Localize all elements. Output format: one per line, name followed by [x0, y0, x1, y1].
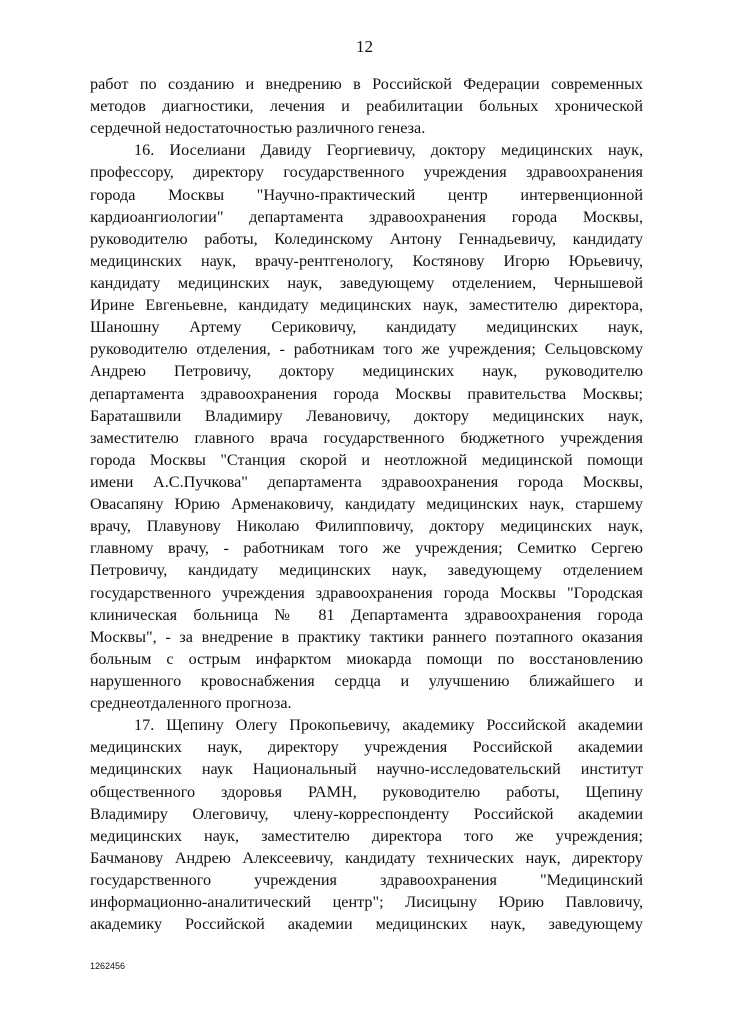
text-line: больным с острым инфарктом миокарда помощи по восстановлению: [90, 649, 643, 668]
text-line: нарушенного кровоснабжения сердца и улучшению ближайшего и: [90, 671, 643, 690]
text-line: общественного здоровья РАМН, руководителю работы, Щепину: [90, 782, 643, 801]
text-line: 17. Щепину Олегу Прокопьевичу, академику Российской академии: [134, 716, 643, 735]
text-line: врачу, Плавунову Николаю Филипповичу, доктору медицинских наук,: [90, 517, 643, 536]
text-line: кардиоангиологии" департамента здравоохранения города Москвы,: [90, 207, 643, 226]
text-line: Бачманову Андрею Алексеевичу, кандидату технических наук, директору: [90, 848, 643, 867]
text-line: имени А.С.Пучкова" департамента здравоохранения города Москвы,: [90, 472, 643, 491]
text-line: руководителю работы, Колединскому Антону Геннадьевичу, кандидату: [90, 229, 643, 248]
text-line: медицинских наук, заместителю директора того же учреждения;: [90, 826, 643, 845]
text-line: Петровичу, кандидату медицинских наук, заведующему отделением: [90, 561, 643, 580]
text-line: медицинских наук Национальный научно-исследовательский институт: [90, 760, 643, 779]
text-line: заместителю главного врача государственного бюджетного учреждения: [90, 428, 643, 447]
text-line: руководителю отделения, - работникам того же учреждения; Сельцовскому: [90, 340, 643, 359]
text-line: Шаношну Артему Сериковичу, кандидату медицинских наук,: [90, 318, 643, 337]
document-body: [90, 73, 643, 935]
text-line: Москвы", - за внедрение в практику тактики раннего поэтапного оказания: [90, 627, 643, 646]
text-line: 16. Иоселиани Давиду Георгиевичу, доктору медицинских наук,: [134, 141, 643, 160]
paragraph: [90, 139, 643, 714]
text-line: государственного учреждения здравоохранения "Медицинский: [90, 870, 643, 889]
text-line: медицинских наук, врачу-рентгенологу, Костянову Игорю Юрьевичу,: [90, 251, 643, 270]
text-line: клиническая больница № 81 Департамента здравоохранения города: [90, 605, 643, 624]
text-line: Владимиру Олеговичу, члену-корреспонденту Российской академии: [90, 804, 643, 823]
text-line: Андрею Петровичу, доктору медицинских наук, руководителю: [90, 362, 643, 381]
text-line: города Москвы "Научно-практический центр интервенционной: [90, 185, 643, 204]
text-line: медицинских наук, директору учреждения Российской академии: [90, 738, 643, 757]
text-line: профессору, директору государственного учреждения здравоохранения: [90, 163, 643, 182]
text-line: Овасапяну Юрию Арменаковичу, кандидату медицинских наук, старшему: [90, 495, 643, 514]
page-number: 12: [356, 37, 373, 56]
text-line: методов диагностики, лечения и реабилитации больных хронической: [90, 97, 643, 116]
paragraph: [90, 714, 643, 935]
paragraph: [90, 73, 643, 139]
text-line: государственного учреждения здравоохранения города Москвы "Городская: [90, 583, 643, 602]
document-id: 1262456: [90, 961, 126, 971]
text-line: Ирине Евгеньевне, кандидату медицинских наук, заместителю директора,: [90, 296, 643, 315]
text-line: сердечной недостаточностью различного генеза.: [90, 119, 426, 138]
text-line: работ по созданию и внедрению в Российской Федерации современных: [90, 75, 643, 93]
text-line: кандидату медицинских наук, заведующему отделением, Чернышевой: [90, 273, 643, 292]
text-line: среднеотдаленного прогноза.: [90, 694, 292, 713]
text-line: города Москвы "Станция скорой и неотложной медицинской помощи: [90, 450, 643, 469]
text-line: академику Российской академии медицинских наук, заведующему: [90, 915, 643, 934]
text-line: информационно-аналитический центр"; Лисицыну Юрию Павловичу,: [90, 893, 643, 912]
text-line: Бараташвили Владимиру Левановичу, доктору медицинских наук,: [90, 406, 643, 425]
text-line: департамента здравоохранения города Москвы правительства Москвы;: [90, 384, 643, 403]
text-line: главному врачу, - работникам того же учреждения; Семитко Сергею: [90, 539, 643, 558]
